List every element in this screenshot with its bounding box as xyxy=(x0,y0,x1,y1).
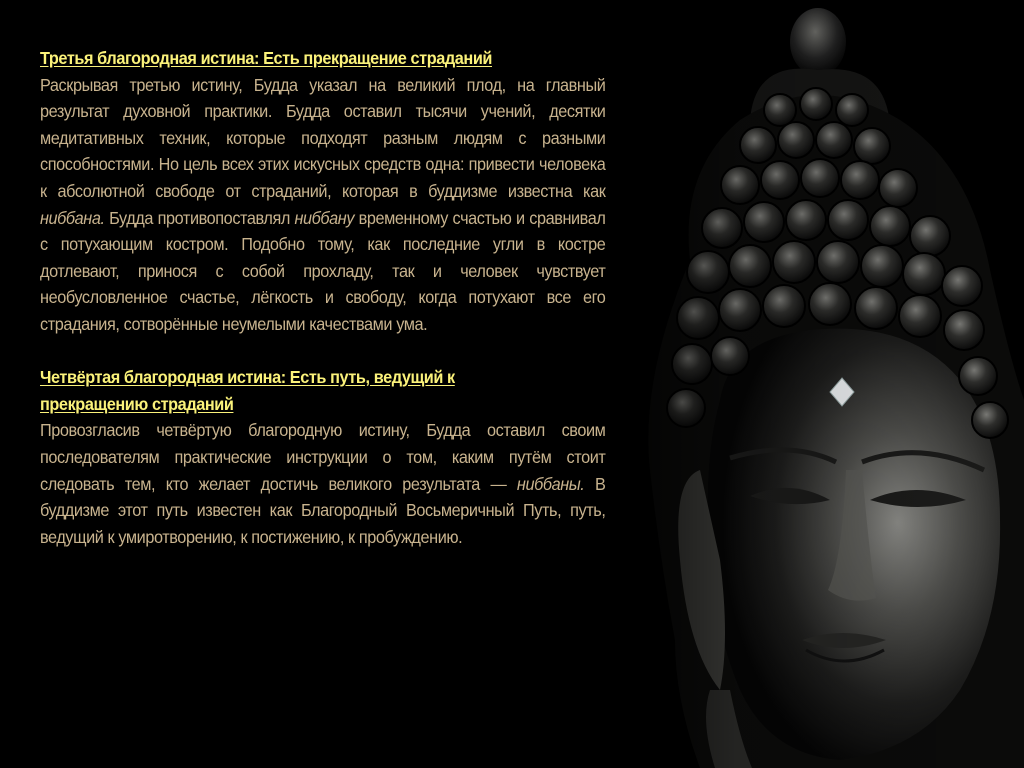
emphasis-nibbany: ниббаны. xyxy=(516,473,585,494)
section-heading-third-truth: Третья благородная истина: Есть прекращение страданий xyxy=(40,48,493,68)
paragraph-third-truth: Раскрывая третью истину, Будда указал на великий плод, на главный результат духовной практики. Будда оставил тысячи учений, десятки медитативных техник, которые подходят разным людям с разными способностями. Но цель всех этих искусных средств одна: привести человека к абсолютной свободе от страданий, которая в буддизме известна как ниббана. Будда противопоставлял ниббану временному счастью и сравнивал с потухающим костром. Подобно тому, как последние угли в костре дотлевают, принося с собой прохладу, так и человек чувствует необусловленное счастье, лёгкость и свободу, когда потухают все его страдания, сотворённые неумелыми качествами ума. xyxy=(40,74,606,334)
emphasis-nibbana: ниббана. xyxy=(40,207,105,228)
buddha-statue-image xyxy=(580,0,1024,768)
paragraph-fourth-truth: Провозгласив четвёртую благородную истину, Будда оставил своим последователям практические инструкции о том, каким путём стоит следовать тем, кто желает достичь великого результата — ниббаны. В буддизме этот путь известен как Благородный Восьмеричный Путь, путь, ведущий к умиротворению, к постижению, к пробуждению. xyxy=(40,420,606,547)
section-heading-fourth-truth: Четвёртая благородная истина: Есть путь, ведущий к прекращению страданий xyxy=(40,367,455,414)
emphasis-nibbanu: ниббану xyxy=(294,207,355,228)
paragraph-spacer xyxy=(40,338,605,365)
text-content xyxy=(40,45,606,550)
